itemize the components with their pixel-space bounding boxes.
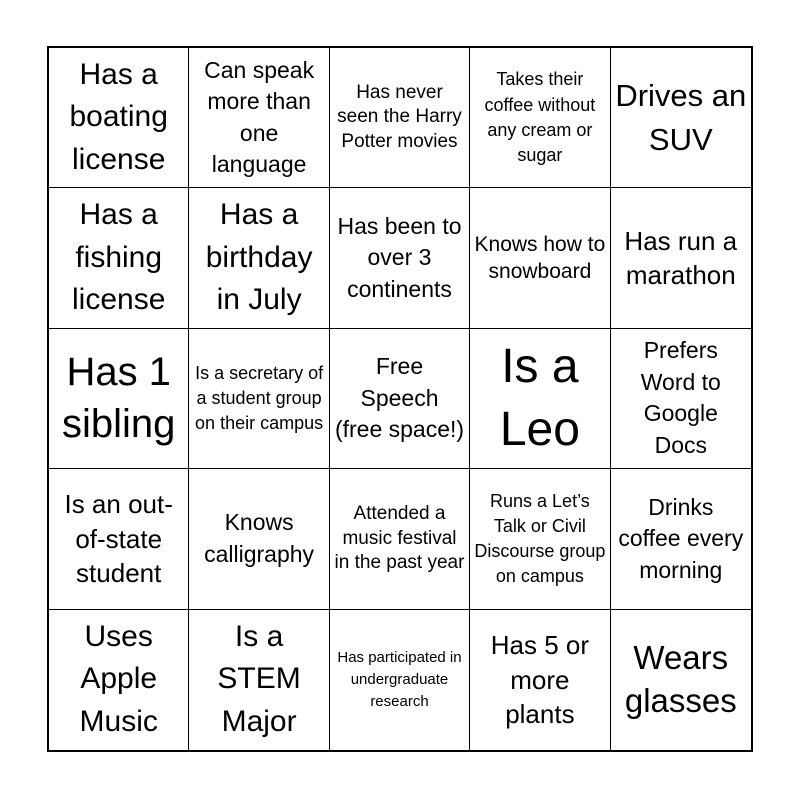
bingo-cell-text: Drinks coffee every morning	[618, 493, 744, 583]
bingo-cell-r2c1[interactable]	[49, 188, 189, 328]
bingo-cell-text: Is an out-of-state student	[64, 489, 173, 589]
bingo-cell-r2c3[interactable]	[330, 188, 470, 328]
bingo-cell-r5c4[interactable]	[470, 610, 610, 750]
bingo-cell-r4c4[interactable]	[470, 469, 610, 609]
bingo-cell-text: Uses Apple Music	[79, 619, 158, 739]
bingo-cell-text: Can speak more than one language	[204, 56, 315, 178]
bingo-cell-text: Has participated in undergraduate research	[337, 649, 462, 710]
bingo-cell-text: Is a secretary of a student group on their campus	[195, 362, 324, 434]
bingo-cell-r4c3[interactable]	[330, 469, 470, 609]
bingo-cell-text: Wears glasses	[624, 638, 737, 719]
bingo-cell-r3c2[interactable]	[189, 329, 329, 469]
bingo-cell-r2c4[interactable]	[470, 188, 610, 328]
bingo-cell-text: Has never seen the Harry Potter movies	[337, 81, 462, 153]
bingo-cell-r3c1[interactable]	[49, 329, 189, 469]
bingo-cell-r3c4[interactable]	[470, 329, 610, 469]
bingo-cell-r3c5[interactable]	[611, 329, 751, 469]
bingo-cell-text: Knows calligraphy	[204, 509, 315, 567]
bingo-cell-text: Attended a music festival in the past year	[334, 502, 465, 574]
bingo-cell-r4c5[interactable]	[611, 469, 751, 609]
bingo-cell-text: Has 1 sibling	[61, 350, 176, 447]
bingo-cell-r5c1[interactable]	[49, 610, 189, 750]
bingo-cell-text: Runs a Let’s Talk or Civil Discourse group on campus	[474, 490, 606, 587]
bingo-cell-r1c1[interactable]	[49, 48, 189, 188]
bingo-cell-r2c2[interactable]	[189, 188, 329, 328]
bingo-cell-r5c5[interactable]	[611, 610, 751, 750]
bingo-cell-r5c2[interactable]	[189, 610, 329, 750]
bingo-cell-r4c2[interactable]	[189, 469, 329, 609]
bingo-cell-text: Has a boating license	[69, 57, 168, 176]
bingo-cell-text: Drives an SUV	[615, 78, 747, 157]
bingo-cell-r1c3[interactable]	[330, 48, 470, 188]
bingo-cell-text: Has 5 or more plants	[490, 630, 590, 729]
bingo-cell-r4c1[interactable]	[49, 469, 189, 609]
bingo-board	[47, 46, 753, 752]
bingo-cell-r5c3[interactable]	[330, 610, 470, 750]
bingo-cell-text: Is a Leo	[499, 340, 580, 457]
bingo-cell-text: Has a birthday in July	[205, 198, 313, 317]
bingo-cell-text: Is a STEM Major	[217, 619, 301, 739]
bingo-cell-r1c5[interactable]	[611, 48, 751, 188]
bingo-cell-r1c2[interactable]	[189, 48, 329, 188]
bingo-cell-text: Knows how to snowboard	[474, 232, 606, 284]
bingo-cell-text: Has a fishing license	[72, 198, 166, 317]
bingo-cell-text: Prefers Word to Google Docs	[640, 337, 721, 458]
bingo-cell-text: Takes their coffee without any cream or sugar	[484, 69, 596, 165]
bingo-cell-text: Free Speech (free space!)	[334, 353, 465, 443]
bingo-cell-text: Has run a marathon	[624, 225, 738, 291]
bingo-cell-r2c5[interactable]	[611, 188, 751, 328]
bingo-cell-r1c4[interactable]	[470, 48, 610, 188]
bingo-cell-free-space[interactable]	[330, 329, 470, 469]
bingo-cell-text: Has been to over 3 continents	[337, 212, 462, 302]
